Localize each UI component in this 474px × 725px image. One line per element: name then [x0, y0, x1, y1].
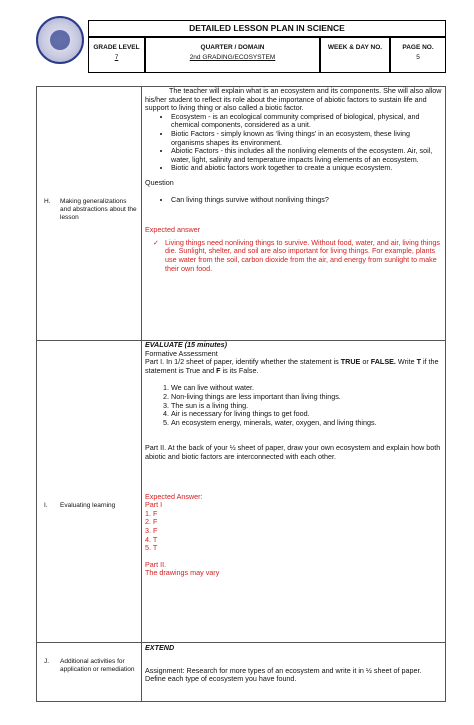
definition-list — [145, 113, 442, 173]
definition-abiotic: • Abiotic Factors - this includes all the nonliving elements of the ecosystem. Air, soil, water, light, salinity and temperature impacts living elements of an ecosystem. — [171, 147, 442, 164]
section-h-letter: H. — [44, 198, 51, 205]
quarter-cell — [145, 37, 320, 73]
expected-answer-label-i: Expected Answer: — [145, 491, 203, 501]
expected-answer-block — [145, 239, 442, 273]
section-j-letter: J. — [44, 658, 50, 665]
statement-item: 2. Non-living things are less important than living things. — [171, 393, 442, 402]
quarter-label: QUARTER / DOMAIN — [200, 44, 265, 51]
answer-item: 4. T — [145, 534, 158, 544]
formative-assessment-label: Formative Assessment — [145, 348, 218, 358]
statement-item: 4. Air is necessary for living things to get food. — [171, 410, 442, 419]
checkmark-icon: ✓ — [153, 237, 160, 247]
section-i-content — [145, 341, 442, 578]
deped-seal-logo — [36, 16, 84, 64]
header-title-cell — [88, 20, 446, 37]
expected-answer-text: Living things need nonliving things to survive. Without food, water, and air, living things die. Sunlight, shelter, and soil are also important for living things. For example, plants use water from the soil, carbon dioxide from the air, and energy from sunlight to make their own food. — [165, 237, 440, 273]
answer-item: 5. T — [145, 543, 158, 553]
assignment-text: Assignment: Research for more types of an ecosystem and write it in ½ sheet of paper. Define each type of ecosystem you have found. — [145, 665, 422, 684]
grade-level-value: 7 — [114, 54, 119, 61]
page-no-cell — [390, 37, 446, 73]
section-h-title: Making generalizations and abstractions about the lesson — [60, 198, 137, 221]
part1-answer-label: Part I — [145, 500, 163, 510]
grade-level-label: GRADE LEVEL — [93, 44, 140, 51]
answer-item: 3. F — [145, 525, 158, 535]
section-j-label — [44, 658, 138, 674]
answer-item: 2. F — [145, 517, 158, 527]
section-h-intro: The teacher will explain what is an ecosystem and its components. She will also allow his/her student to reflect its role about the importance of abiotic factors to sustain life and support to living thing or also called a biotic factor. — [145, 86, 442, 113]
question-item: • Can living things survive without nonliving things? — [171, 196, 442, 205]
extend-heading: EXTEND — [145, 643, 175, 652]
definition-ecosystem: • Ecosystem - is an ecological community comprised of biological, physical, and chemical components, considered as a unit. — [171, 113, 442, 130]
quarter-value: 2nd GRADING/ECOSYSTEM — [189, 54, 276, 61]
section-i-title: Evaluating learning — [60, 502, 116, 509]
evaluate-heading: EVALUATE (15 minutes) — [145, 340, 227, 349]
section-j-content — [145, 644, 442, 684]
section-j-title: Additional activities for application or remediation — [60, 658, 135, 673]
part2-answer: The drawings may vary — [145, 568, 220, 578]
section-h-label — [44, 198, 138, 222]
statement-item: 1. We can live without water. — [171, 384, 442, 393]
page-no-value: 5 — [416, 54, 420, 61]
section-i-label — [44, 502, 138, 510]
column-divider — [141, 86, 142, 702]
definition-work-together: • Biotic and abiotic factors work together to create a unique ecosystem. — [171, 164, 442, 173]
week-day-label: WEEK & DAY NO. — [327, 44, 383, 51]
answer-item: 1. F — [145, 508, 158, 518]
question-label: Question — [145, 177, 174, 187]
part1-instructions: Part I. In 1/2 sheet of paper, identify whether the statement is TRUE or FALSE. Write T if the statement is True and F is its False. — [145, 357, 439, 375]
statement-item: 3. The sun is a living thing. — [171, 402, 442, 411]
grade-level-cell — [88, 37, 145, 73]
part2-answer-label: Part II. — [145, 559, 167, 569]
expected-answer-label: Expected answer — [145, 225, 201, 235]
statement-item: 5. An ecosystem energy, minerals, water, oxygen, and living things. — [171, 419, 442, 428]
section-i-letter: I. — [44, 502, 48, 509]
section-h-content — [145, 87, 442, 273]
week-day-cell — [320, 37, 390, 73]
statement-list — [145, 384, 442, 427]
row-divider-i-j — [36, 642, 446, 643]
part2-instructions: Part II. At the back of your ½ sheet of paper, draw your own ecosystem and explain how both abiotic and biotic factors are interconnected with each other. — [145, 443, 441, 461]
question-list — [145, 196, 442, 205]
expected-answers — [145, 493, 442, 578]
page-no-label: PAGE NO. — [402, 44, 434, 51]
definition-biotic: • Biotic Factors - simply known as ‘living things’ in an ecosystem, these living organisms shapes its environment. — [171, 130, 442, 147]
page-title: DETAILED LESSON PLAN IN SCIENCE — [189, 23, 345, 33]
